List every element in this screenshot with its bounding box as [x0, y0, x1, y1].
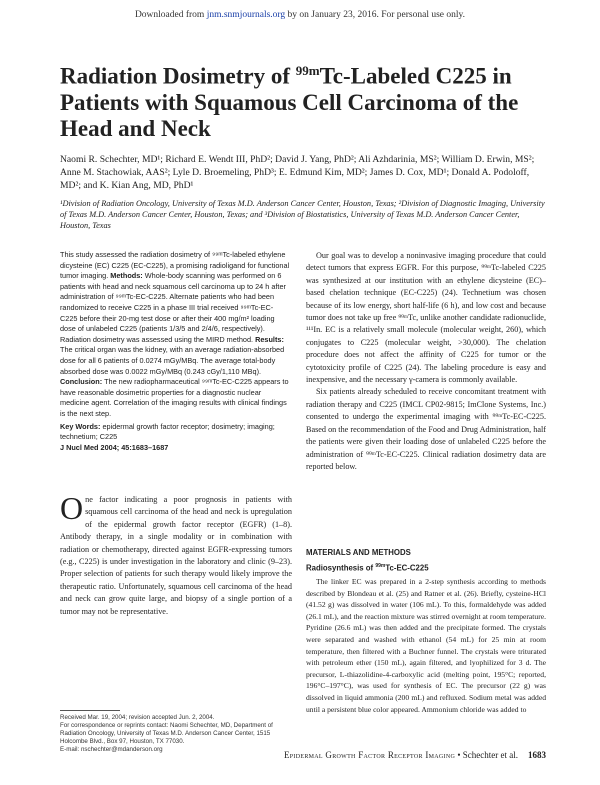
footnote-email: E-mail: nschechter@mdanderson.org — [60, 746, 163, 753]
abstract-methods: Whole-body scanning was performed on 6 patients with head and neck squamous cell carcinoma up to 24 h after administration of ⁹⁹ᵐTc-EC-C225. Alternate patients who had been randomized to receive C225 in a phase III trial received ⁹⁹ᵐTc-EC-C225 before their 20-mg test dose or after their 400 mg/m² loading dose of unlabeled C225 (patients 1/3/5 and 2/4/6, respectively). Radiation dosimetry was assessed using the MIRD method. — [60, 271, 286, 344]
abstract — [60, 250, 290, 453]
abstract-conclusion: The new radiopharmaceutical ⁹⁹ᵐTc-EC-C225 appears to have reasonable dosimetric properties for a diagnostic nuclear medicine agent. Correlation of the imaging results with clinical findings is the next step. — [60, 377, 289, 418]
intro-paragraph — [60, 490, 292, 618]
abstract-intro: This study assessed the radiation dosimetry of ⁹⁹ᵐTc-labeled ethylene dicysteine (EC) C225 (EC-C225), a promising radioligand for functional tumor imaging. — [60, 250, 290, 281]
footer-authors: Schechter et al. — [462, 750, 518, 760]
drop-cap: O — [60, 490, 84, 526]
subheading-pre: Radiosynthesis of — [306, 563, 376, 573]
subheading-post: Tc-EC-C225 — [385, 563, 429, 573]
subsection-heading — [306, 563, 429, 573]
affiliations: ¹Division of Radiation Oncology, University of Texas M.D. Anderson Cancer Center, Houston, Texas; ²Division of Diagnostic Imaging, University of Texas M.D. Anderson Cancer Center, Houston, Texas; and ³Division of Biostatistics, University of Texas M.D. Anderson Cancer Center, Houston, Texas — [60, 199, 545, 230]
article-title — [60, 58, 560, 142]
footnote-received: Received Mar. 19, 2004; revision accepted Jun. 2, 2004. — [60, 714, 215, 721]
right-column — [306, 250, 546, 473]
page-footer — [0, 750, 546, 760]
abstract-results-label: Results: — [255, 334, 284, 344]
footer-separator: • — [455, 750, 463, 760]
body-paragraph-2: Six patients already scheduled to receive concomitant treatment with radiation therapy and C225 (IMCL CP02-9815; ImClone Systems, Inc.) consented to undergo the experimental imaging with ⁹⁹ᵐTc-EC-C225. Based on the recommendation of the Food and Drug Administration, half the patients were given their loading dose of unlabeled C225 before the administration of ⁹⁹ᵐTc-EC-C225. Clinical radiation dosimetry data are reported below. — [306, 387, 546, 471]
footnotes — [60, 714, 292, 754]
journal-site-link[interactable]: jnm.snmjournals.org — [206, 10, 286, 20]
keywords-text: epidermal growth factor receptor; dosimetry; imaging; technetium; C225 — [60, 421, 275, 442]
footnote-divider — [60, 710, 120, 711]
abstract-results: The critical organ was the kidney, with an average radiation-absorbed dose for all 6 patients of 0.0274 mGy/MBq. The average total-body absorbed dose was 0.0022 mGy/MBq (0.243 cGy/1,110 MBq). — [60, 345, 285, 376]
footnote-correspondence: For correspondence or reprints contact: Naomi Schechter, MD, Department of Radiation Oncology, University of Texas M.D. Anderson Cancer Center, 1515 Holcombe Blvd., Box 97, Houston, TX 77030. — [60, 722, 273, 745]
download-prefix: Downloaded from — [134, 10, 207, 20]
footer-journal: Epidermal Growth Factor Receptor Imaging — [283, 750, 456, 760]
section-heading-methods: MATERIALS AND METHODS — [306, 548, 411, 557]
keywords-label: Key Words: — [60, 421, 101, 431]
intro-text: ne factor indicating a poor prognosis in patients with squamous cell carcinoma of the head and neck is upregulation of the epidermal growth factor receptor (EGFR) (1–8). Antibody therapy, in a single modality or in combination with radiation or chemotherapy, directed against EGFR-expressing tumors (e.g., C225) is under investigation in the laboratory and clinic (9–23). Proper selection of patients for such therapy would likely improve the therapeutic ratio. Unfortunately, squamous cell carcinoma of the head and neck can grow quite large, and biopsy of a single portion of a tumor may not be representative. — [60, 495, 292, 616]
title-part-2: Tc-Labeled C225 in Patients with Squamous Cell Carcinoma of the Head and Neck — [60, 63, 519, 141]
author-list: Naomi R. Schechter, MD¹; Richard E. Wendt III, PhD²; David J. Yang, PhD²; Ali Azhdarinia, MS²; William D. Erwin, MS²; Anne M. Stachowiak, AAS²; Lyle D. Broemeling, PhD³; E. Edmund Kim, MD²; James D. Cox, MD¹; Donald A. Podoloff, MD²; and K. Kian Ang, MD, PhD¹ — [60, 154, 535, 191]
abstract-conclusion-label: Conclusion: — [60, 377, 103, 387]
abstract-methods-label: Methods: — [110, 271, 143, 281]
title-superscript: 99m — [295, 63, 320, 78]
page-number: 1683 — [528, 750, 546, 760]
keywords — [60, 422, 290, 443]
body-paragraph-1: Our goal was to develop a noninvasive imaging procedure that could detect tumors that express EGFR. For this purpose, ⁹⁹ᵐTc-labeled C225 was synthesized at our institution with an ethylene dicysteine (EC)–based chelation technique (EC-C225) (24). Technetium was chosen because of its low energy, short half-life (6 h), and low cost and because tumor does not take up free ⁹⁹ᵐTc, unlike another candidate radionuclide, ¹¹¹In. EC is a relatively small molecule (molecular weight, 260), which conjugates to C225 (molecular weight, >30,000). The chelation procedure does not affect the affinity of C225 for tumor or the cytotoxicity profile of C225 (24). The labeling procedure is easy and inexpensive, and the necessary γ-camera is commonly available. — [306, 251, 546, 385]
subheading-sup: 99m — [375, 563, 386, 569]
citation-text: J Nucl Med 2004; 45:1683–1687 — [60, 442, 169, 452]
citation — [60, 443, 290, 454]
download-notice — [0, 10, 600, 20]
synthesis-paragraph: The linker EC was prepared in a 2-step synthesis according to methods described by Blondeau et al. (25) and Ratner et al. (26). Briefly, cysteine-HCl (41.52 g) was dissolved in water (106 mL). To this, formaldehyde was added (26.1 mL), and the reaction mixture was stirred overnight at room temperature. Pyridine (26.6 mL) was then added and the precipitate formed. The crystals were separated and washed with ethanol (54 mL) for 25 min at room temperature, then filtered with a Buchner funnel. The crystals were triturated with petroleum ether (150 mL), again filtered, and lyophilized for 3 d. The precursor, L-thiazolidine-4-carboxylic acid (melting point, 195°C; reported, 196°C–197°C), was used for synthesis of EC. The precursor (22 g) was dissolved in liquid ammonia (200 mL) and refluxed. Sodium metal was added until a persistent blue color appeared. Ammonium chloride was added to — [306, 577, 546, 714]
download-suffix: by on January 23, 2016. For personal use only. — [285, 10, 466, 20]
title-part-1: Radiation Dosimetry of — [60, 63, 296, 89]
